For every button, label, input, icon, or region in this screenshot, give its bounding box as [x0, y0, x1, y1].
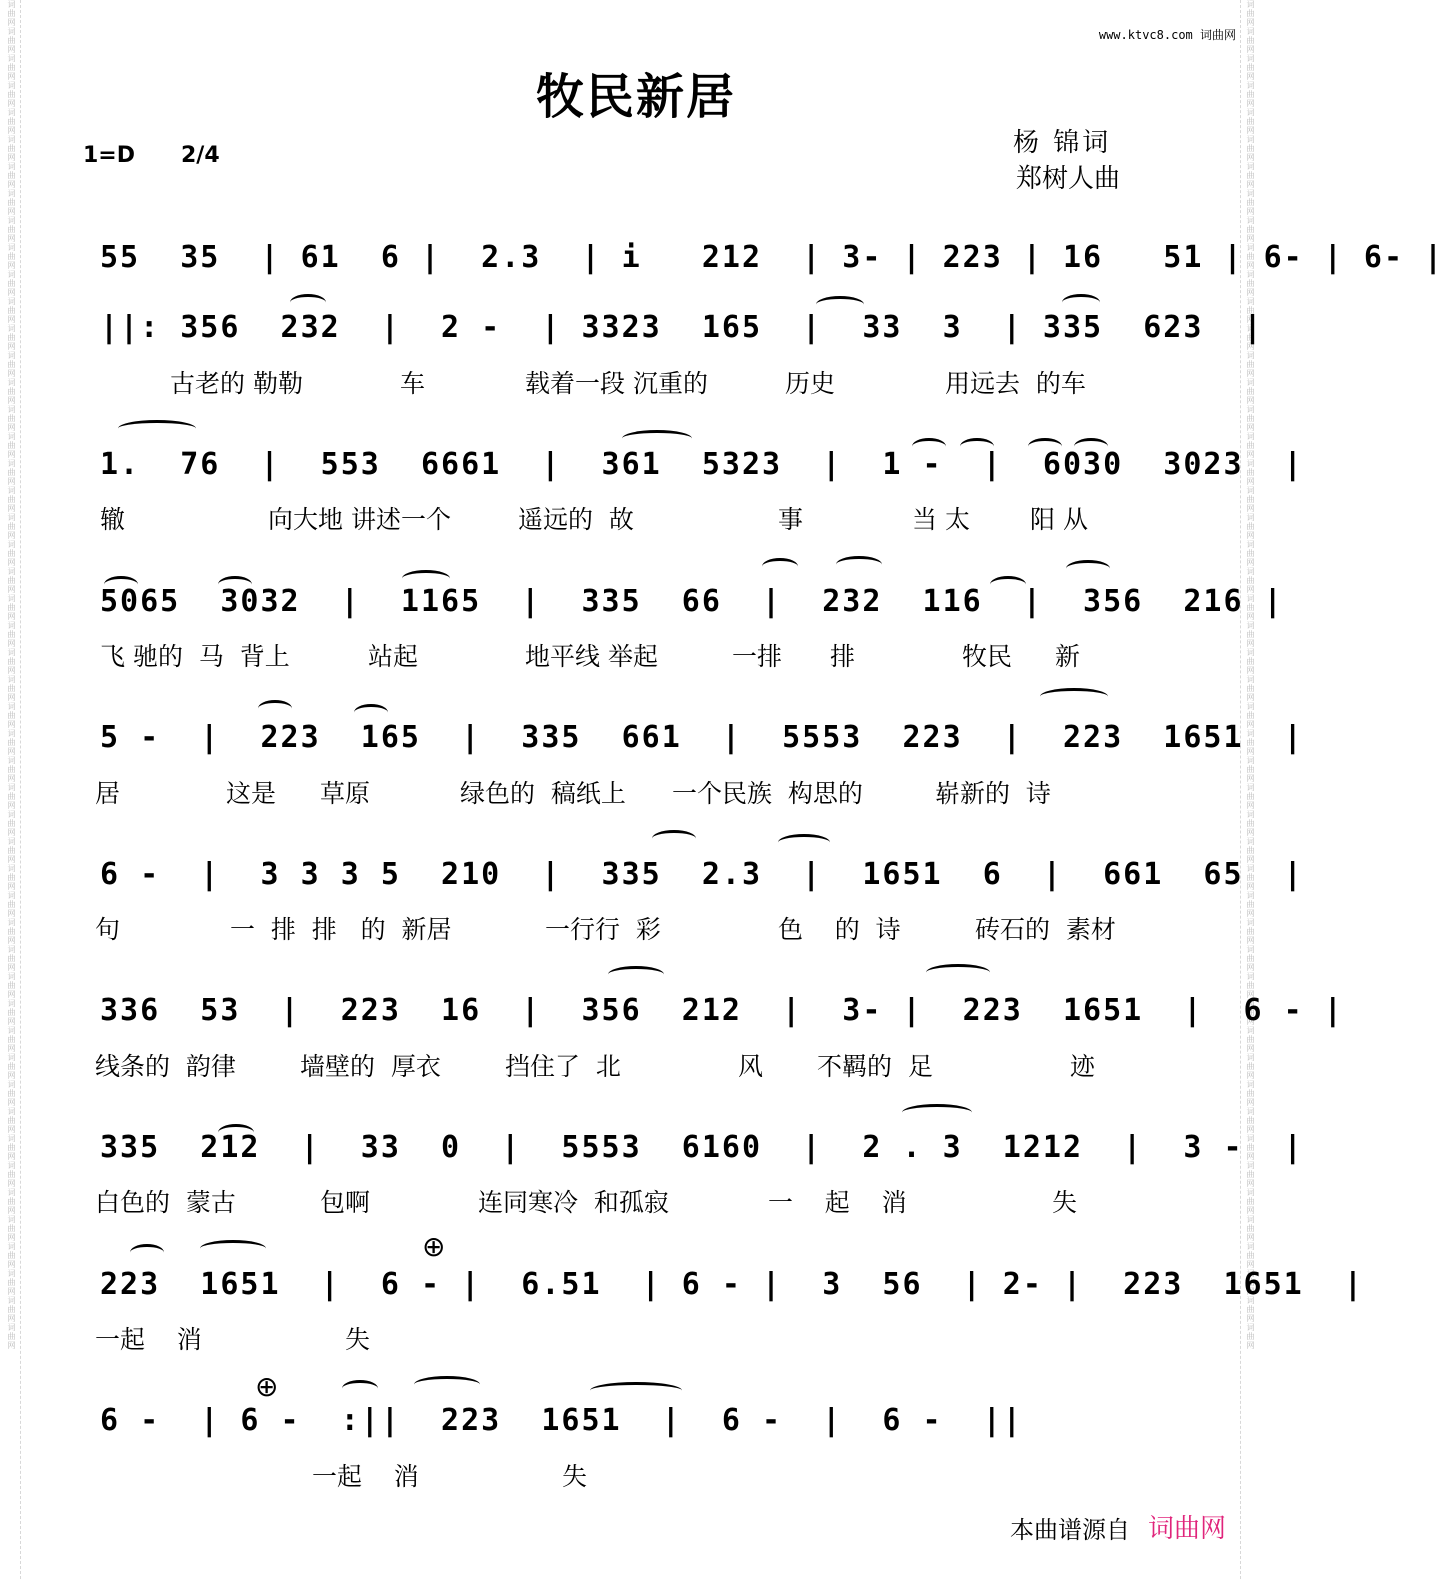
lyric-text: 绿色的 稿纸上 — [460, 779, 626, 808]
slur-mark — [902, 1104, 972, 1121]
slur-mark — [402, 570, 450, 587]
side-watermark-right: 词曲网词曲网词曲网词曲网词曲网词曲网词曲网词曲网词曲网词曲网词曲网词曲网词曲网词曲网词曲网词曲网词曲网词曲网词曲网词曲网词曲网词曲网词曲网词曲网词曲网词曲网词曲网词曲网词曲网词曲网词曲网词曲网词曲网词曲网词曲网词曲网词曲网词曲网词曲网词曲网词曲网词曲网词曲网词曲网词曲网词曲网词曲网词曲网词曲网词曲网 — [1246, 0, 1255, 1350]
lyric-text: 这是 — [226, 779, 277, 808]
slur-mark — [118, 420, 196, 437]
lyric-text: 载着一段 沉重的 — [525, 369, 708, 398]
lyric-text: 飞 驰的 马 背上 — [100, 642, 290, 671]
time-signature: 2/4 — [181, 143, 220, 168]
notation-line — [0, 1267, 1364, 1307]
slur-mark — [1066, 560, 1110, 577]
slur-mark — [414, 1376, 480, 1393]
lyric-text: 向大地 讲述一个 — [268, 505, 451, 534]
lyric-text: 站起 — [368, 642, 419, 671]
coda-sign: ⊕ — [255, 1370, 279, 1403]
slur-mark — [926, 964, 990, 981]
slur-mark — [104, 576, 138, 593]
lyric-text: 失 — [1052, 1188, 1078, 1217]
slur-mark — [762, 558, 798, 575]
lyric-text: 新 — [1055, 642, 1081, 671]
lyric-text: 一起 消 — [312, 1462, 419, 1491]
lyric-text: 事 — [778, 505, 804, 534]
lyric-text: 崭新的 诗 — [935, 779, 1051, 808]
slur-mark — [652, 830, 696, 847]
lyric-text: 迹 — [1070, 1052, 1096, 1081]
site-url: www.ktvc8.com 词曲网 — [1098, 28, 1236, 42]
lyric-line — [0, 1047, 1272, 1081]
lyric-text: 居 — [95, 779, 121, 808]
notation-text: 336 53 | 223 16 | 356 212 | 3- | 223 1651 | 6 - | — [100, 993, 1344, 1028]
slur-mark — [1062, 294, 1100, 311]
notation-text: 1. 76 | 553 6661 | 361 5323 | 1 - | 6030 3023 | — [100, 447, 1304, 482]
slur-mark — [290, 294, 326, 311]
slur-mark — [1074, 438, 1108, 455]
footer-brand[interactable]: 词曲网 — [1148, 1514, 1227, 1544]
notation-line — [0, 310, 1272, 350]
lyric-text: 挡住了 北 — [505, 1052, 621, 1081]
notation-line — [0, 993, 1344, 1033]
song-title: 牧民新居 — [535, 69, 736, 125]
lyric-text: 排 — [830, 642, 856, 671]
notation-text: 55 35 | 61 6 | 2.3 | i 212 | 3- | 223 | 16 51 | 6- | 6- | — [100, 240, 1444, 275]
slur-mark — [912, 438, 946, 455]
notation-line — [0, 1130, 1304, 1170]
lyric-text: 风 — [738, 1052, 764, 1081]
lyric-text: 失 — [345, 1325, 371, 1354]
lyric-line — [0, 364, 1272, 398]
slur-mark — [354, 704, 388, 721]
side-watermark-left: 词曲网词曲网词曲网词曲网词曲网词曲网词曲网词曲网词曲网词曲网词曲网词曲网词曲网词曲网词曲网词曲网词曲网词曲网词曲网词曲网词曲网词曲网词曲网词曲网词曲网词曲网词曲网词曲网词曲网词曲网词曲网词曲网词曲网词曲网词曲网词曲网词曲网词曲网词曲网词曲网词曲网词曲网词曲网词曲网词曲网词曲网词曲网词曲网词曲网词曲网 — [7, 0, 16, 1350]
lyric-line — [0, 774, 1272, 808]
slur-mark — [1028, 438, 1062, 455]
lyric-text: 墙壁的 厚衣 — [300, 1052, 441, 1081]
slur-mark — [778, 834, 830, 851]
lyric-text: 遥远的 故 — [518, 505, 634, 534]
lyric-text: 地平线 举起 — [525, 642, 658, 671]
lyric-text: 牧民 — [962, 642, 1013, 671]
lyric-text: 草原 — [320, 779, 371, 808]
slur-mark — [200, 1240, 266, 1257]
lyric-text: 当 太 — [912, 505, 970, 534]
lyric-text: 辙 — [100, 505, 126, 534]
notation-text: 335 212 | 33 0 | 5553 6160 | 2 . 3 1212 | 3 - | — [100, 1130, 1304, 1165]
notation-line — [0, 857, 1304, 897]
lyricist-credit: 杨 锦词 — [1013, 128, 1112, 158]
slur-mark — [622, 430, 692, 447]
lyric-text: 一个民族 构思的 — [672, 779, 863, 808]
lyric-text: 车 — [400, 369, 426, 398]
lyric-text: 历史 — [785, 369, 836, 398]
notation-line — [0, 720, 1304, 760]
lyric-line — [0, 1457, 1272, 1491]
lyric-text: 包啊 — [320, 1188, 371, 1217]
slur-mark — [836, 556, 882, 573]
slur-mark — [1040, 688, 1108, 705]
lyric-text: 色 的 诗 — [778, 915, 901, 944]
lyric-line — [0, 637, 1272, 671]
key-signature: 1=D — [83, 143, 136, 168]
coda-sign: ⊕ — [422, 1230, 446, 1263]
lyric-line — [0, 1183, 1272, 1217]
lyric-line — [0, 910, 1272, 944]
lyric-text: 一 起 消 — [768, 1188, 907, 1217]
notation-text: 5 - | 223 165 | 335 661 | 5553 223 | 223 1651 | — [100, 720, 1304, 755]
slur-mark — [960, 438, 994, 455]
lyric-text: 古老的 勒勒 — [170, 369, 303, 398]
slur-mark — [130, 1244, 164, 1261]
lyric-text: 一行行 彩 — [545, 915, 661, 944]
composer-credit: 郑树人曲 — [1016, 164, 1121, 194]
lyric-text: 不羁的 足 — [817, 1052, 933, 1081]
lyric-line — [0, 500, 1272, 534]
lyric-text: 失 — [562, 1462, 588, 1491]
notation-text: ||: 356 232 | 2 - | 3323 165 | 33 3 | 335 623 | — [100, 310, 1264, 345]
lyric-text: 线条的 韵律 — [95, 1052, 236, 1081]
notation-text: 5065 3032 | 1165 | 335 66 | 232 116 | 356 216 | — [100, 584, 1284, 619]
notation-text: 6 - | 3 3 3 5 210 | 335 2.3 | 1651 6 | 661 65 | — [100, 857, 1304, 892]
slur-mark — [218, 576, 252, 593]
notation-text: 223 1651 | 6 - | 6.51 | 6 - | 3 56 | 2- | 223 1651 | — [100, 1267, 1364, 1302]
lyric-line — [0, 1320, 1272, 1354]
lyric-text: 用远去 的车 — [945, 369, 1086, 398]
slur-mark — [816, 296, 864, 313]
slur-mark — [590, 1382, 682, 1399]
slur-mark — [258, 700, 292, 717]
slur-mark — [608, 966, 664, 983]
notation-line — [0, 584, 1284, 624]
notation-text: 6 - | 6 - :|| 223 1651 | 6 - | 6 - || — [100, 1403, 1023, 1438]
notation-line — [0, 240, 1444, 280]
slur-mark — [342, 1380, 378, 1397]
lyric-text: 砖石的 素材 — [975, 915, 1116, 944]
notation-line — [0, 1403, 1272, 1443]
lyric-text: 阳 从 — [1030, 505, 1088, 534]
lyric-text: 一 排 排 的 新居 — [230, 915, 452, 944]
footer-source-text: 本曲谱源自 — [1010, 1516, 1130, 1544]
lyric-text: 白色的 蒙古 — [95, 1188, 236, 1217]
slur-mark — [218, 1124, 254, 1141]
lyric-text: 句 — [95, 915, 121, 944]
lyric-text: 一排 — [732, 642, 783, 671]
slur-mark — [990, 576, 1026, 593]
lyric-text: 连同寒冷 和孤寂 — [478, 1188, 669, 1217]
lyric-text: 一起 消 — [95, 1325, 202, 1354]
